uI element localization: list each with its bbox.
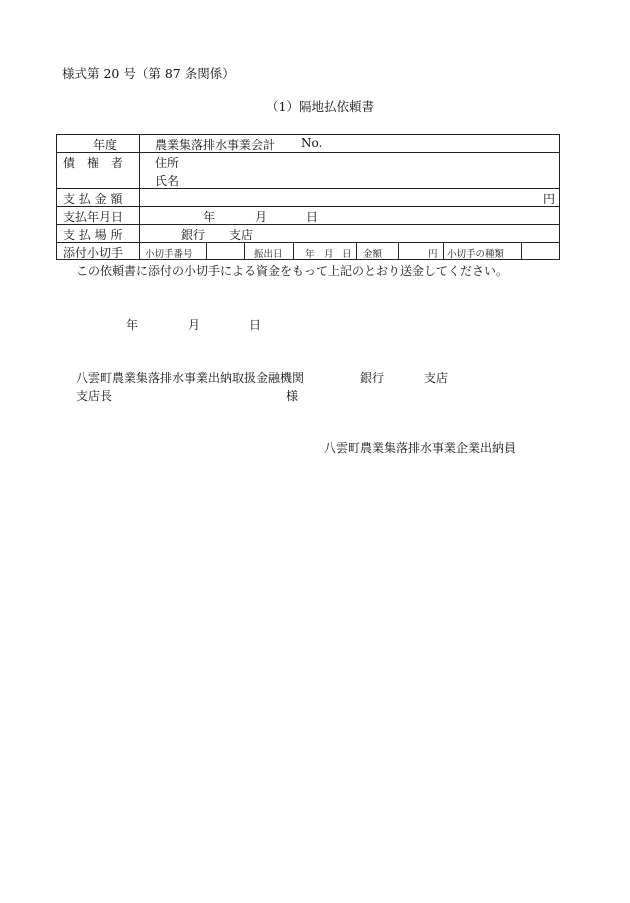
addressee-branch-unit: 支店 — [424, 371, 449, 385]
attached-check-label: 添付小切手 — [63, 246, 124, 260]
check-year-unit: 年 — [305, 249, 315, 260]
yen-unit: 円 — [543, 192, 556, 206]
address-label: 住所 — [155, 156, 180, 170]
check-day-unit: 日 — [342, 249, 352, 260]
date-month-unit: 月 — [188, 318, 201, 332]
document-title: （1）隔地払依頼書 — [266, 99, 374, 114]
honorific: 様 — [286, 389, 299, 403]
payment-place-label: 支 払 場 所 — [63, 228, 123, 242]
fiscal-year-label: 年度 — [93, 138, 118, 152]
row-divider — [57, 242, 559, 243]
request-text: この依頼書に添付の小切手による資金をもって上記のとおり送金してください。 — [76, 264, 509, 278]
row-divider — [57, 152, 559, 153]
cell-divider — [521, 242, 522, 259]
check-amount-label: 金額 — [363, 249, 383, 260]
row-divider — [57, 188, 559, 189]
payment-date-label: 支払年月日 — [63, 210, 124, 224]
day-unit: 日 — [306, 210, 319, 224]
addressee-bank-unit: 銀行 — [360, 371, 385, 385]
check-type-label: 小切手の種類 — [447, 249, 505, 260]
cell-divider — [398, 242, 399, 259]
year-unit: 年 — [203, 210, 216, 224]
issue-date-label: 振出日 — [254, 249, 283, 260]
institution-name: 八雲町農業集落排水事業出納取扱金融機関 — [76, 371, 305, 385]
cell-divider — [443, 242, 444, 259]
check-number-label: 小切手番号 — [145, 249, 193, 260]
branch-unit: 支店 — [229, 228, 254, 242]
sender-name: 八雲町農業集落排水事業企業出納員 — [324, 441, 517, 455]
name-label: 氏名 — [155, 174, 180, 188]
branch-manager-label: 支店長 — [76, 389, 113, 403]
amount-label: 支 払 金 額 — [63, 192, 123, 206]
check-yen-unit: 円 — [428, 249, 438, 260]
month-unit: 月 — [255, 210, 268, 224]
creditor-label: 債 権 者 — [63, 156, 124, 170]
date-day-unit: 日 — [249, 318, 262, 332]
cell-divider — [206, 242, 207, 259]
label-column-divider — [139, 135, 140, 259]
form-number: 様式第 20 号（第 87 条関係） — [62, 66, 235, 81]
account-name: 農業集落排水事業会計 — [155, 138, 276, 152]
cell-divider — [244, 242, 245, 259]
cell-divider — [293, 242, 294, 259]
bank-unit: 銀行 — [181, 228, 206, 242]
row-divider — [57, 206, 559, 207]
date-year-unit: 年 — [126, 318, 139, 332]
remittance-form-table — [56, 134, 560, 260]
check-month-unit: 月 — [324, 249, 334, 260]
number-label: No. — [301, 136, 323, 150]
cell-divider — [356, 242, 357, 259]
